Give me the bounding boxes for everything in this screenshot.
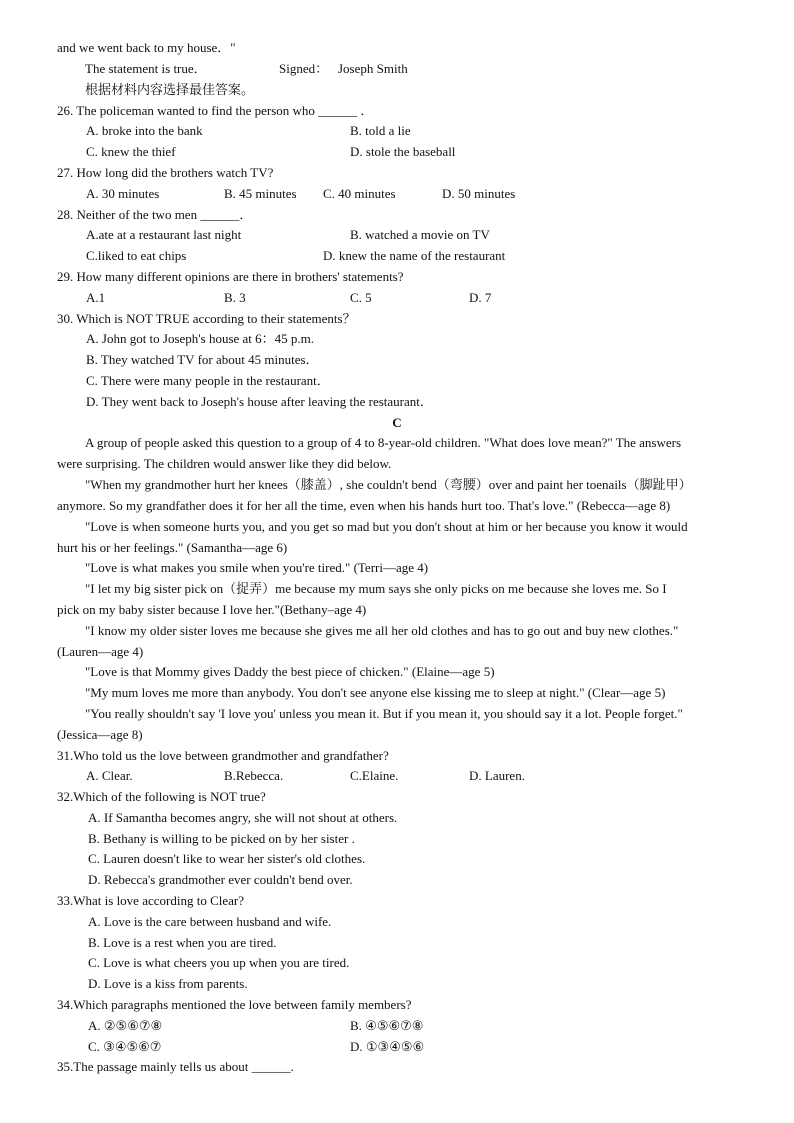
option-27c: C. 40 minutes xyxy=(323,186,396,201)
passage-line: "When my grandmother hurt her knees（膝盖）, she couldn't bend（弯腰）over and paint her toenails（脚趾甲） xyxy=(85,477,692,492)
passage-line: (Lauren—age 4) xyxy=(57,644,144,659)
passage-line: A group of people asked this question to a group of 4 to 8-year-old children. "What does love mean?" The answers xyxy=(85,435,682,450)
option-30b: B. They watched TV for about 45 minutes． xyxy=(86,352,319,367)
section-heading: C xyxy=(392,415,402,430)
option-32a: A. If Samantha becomes angry, she will not shout at others. xyxy=(88,810,398,825)
option-27a: A. 30 minutes xyxy=(86,186,160,201)
option-28a: A.ate at a restaurant last night xyxy=(86,227,242,242)
option-28d: D. knew the name of the restaurant xyxy=(323,248,506,263)
signer-name: Joseph Smith xyxy=(338,61,408,76)
passage-line: pick on my baby sister because I love her."(Bethany–age 4) xyxy=(57,602,367,617)
question-29: 29. How many different opinions are there in brothers' statements? xyxy=(57,269,404,284)
option-34b: B. ④⑤⑥⑦⑧ xyxy=(350,1018,424,1033)
option-31a: A. Clear. xyxy=(86,768,133,783)
option-31b: B.Rebecca. xyxy=(224,768,284,783)
option-27b: B. 45 minutes xyxy=(224,186,297,201)
text-line: and we went back to my house．" xyxy=(57,40,236,55)
option-33a: A. Love is the care between husband and wife. xyxy=(88,914,332,929)
option-26d: D. stole the baseball xyxy=(350,144,456,159)
question-30: 30. Which is NOT TRUE according to their statements？ xyxy=(57,311,356,326)
passage-line: "I let my big sister pick on（捉弄）me because my mum says she only picks on me because she loves me. So I xyxy=(85,581,667,596)
instruction: 根据材料内容选择最佳答案。 xyxy=(85,82,255,97)
option-26b: B. told a lie xyxy=(350,123,411,138)
option-32d: D. Rebecca's grandmother ever couldn't bend over. xyxy=(88,872,353,887)
question-34: 34.Which paragraphs mentioned the love between family members? xyxy=(57,997,412,1012)
option-31d: D. Lauren. xyxy=(469,768,525,783)
option-31c: C.Elaine. xyxy=(350,768,399,783)
question-27: 27. How long did the brothers watch TV? xyxy=(57,165,274,180)
statement-line: The statement is true． xyxy=(85,61,207,76)
passage-line: "Love is when someone hurts you, and you get so mad but you don't shout at him or her because you know it would xyxy=(85,519,688,534)
option-30d: D. They went back to Joseph's house after leaving the restaurant． xyxy=(86,394,433,409)
passage-line: hurt his or her feelings." (Samantha—age 6) xyxy=(57,540,288,555)
signed-label: Signed： xyxy=(279,61,329,76)
option-26a: A. broke into the bank xyxy=(86,123,203,138)
passage-line: "Love is that Mommy gives Daddy the best piece of chicken." (Elaine—age 5) xyxy=(85,664,495,679)
option-28b: B. watched a movie on TV xyxy=(350,227,490,242)
option-34d: D. ①③④⑤⑥ xyxy=(350,1039,425,1054)
option-32b: B. Bethany is willing to be picked on by her sister . xyxy=(88,831,355,846)
question-33: 33.What is love according to Clear? xyxy=(57,893,244,908)
option-33d: D. Love is a kiss from parents. xyxy=(88,976,248,991)
question-28: 28. Neither of the two men ______． xyxy=(57,207,253,222)
option-32c: C. Lauren doesn't like to wear her sister's old clothes. xyxy=(88,851,366,866)
option-30a: A. John got to Joseph's house at 6：45 p.m. xyxy=(86,331,315,346)
option-29b: B. 3 xyxy=(224,290,246,305)
passage-line: were surprising. The children would answer like they did below. xyxy=(57,456,392,471)
passage-line: "My mum loves me more than anybody. You don't see anyone else kissing me to sleep at night." (Clear—age 5) xyxy=(85,685,666,700)
passage-line: "I know my older sister loves me because she gives me all her old clothes and has to go out and buy new clothes." xyxy=(85,623,679,638)
question-26: 26. The policeman wanted to find the person who ______ ． xyxy=(57,103,374,118)
option-29c: C. 5 xyxy=(350,290,372,305)
option-33c: C. Love is what cheers you up when you are tired. xyxy=(88,955,350,970)
question-32: 32.Which of the following is NOT true? xyxy=(57,789,266,804)
option-33b: B. Love is a rest when you are tired. xyxy=(88,935,277,950)
passage-line: (Jessica—age 8) xyxy=(57,727,143,742)
passage-line: "Love is what makes you smile when you're tired." (Terri—age 4) xyxy=(85,560,429,575)
option-34c: C. ③④⑤⑥⑦ xyxy=(88,1039,162,1054)
question-31: 31.Who told us the love between grandmother and grandfather? xyxy=(57,748,389,763)
option-29a: A.1 xyxy=(86,290,106,305)
passage-line: anymore. So my grandfather does it for her all the time, even when his hands hurt too. That's love." (Rebecca—age 8) xyxy=(57,498,671,513)
option-34a: A. ②⑤⑥⑦⑧ xyxy=(88,1018,163,1033)
option-27d: D. 50 minutes xyxy=(442,186,516,201)
option-30c: C. There were many people in the restaurant． xyxy=(86,373,330,388)
option-29d: D. 7 xyxy=(469,290,492,305)
question-35: 35.The passage mainly tells us about ______. xyxy=(57,1059,294,1074)
passage-line: "You really shouldn't say 'I love you' unless you mean it. But if you mean it, you should say it a lot. People forget." xyxy=(85,706,683,721)
option-26c: C. knew the thief xyxy=(86,144,176,159)
option-28c: C.liked to eat chips xyxy=(86,248,187,263)
